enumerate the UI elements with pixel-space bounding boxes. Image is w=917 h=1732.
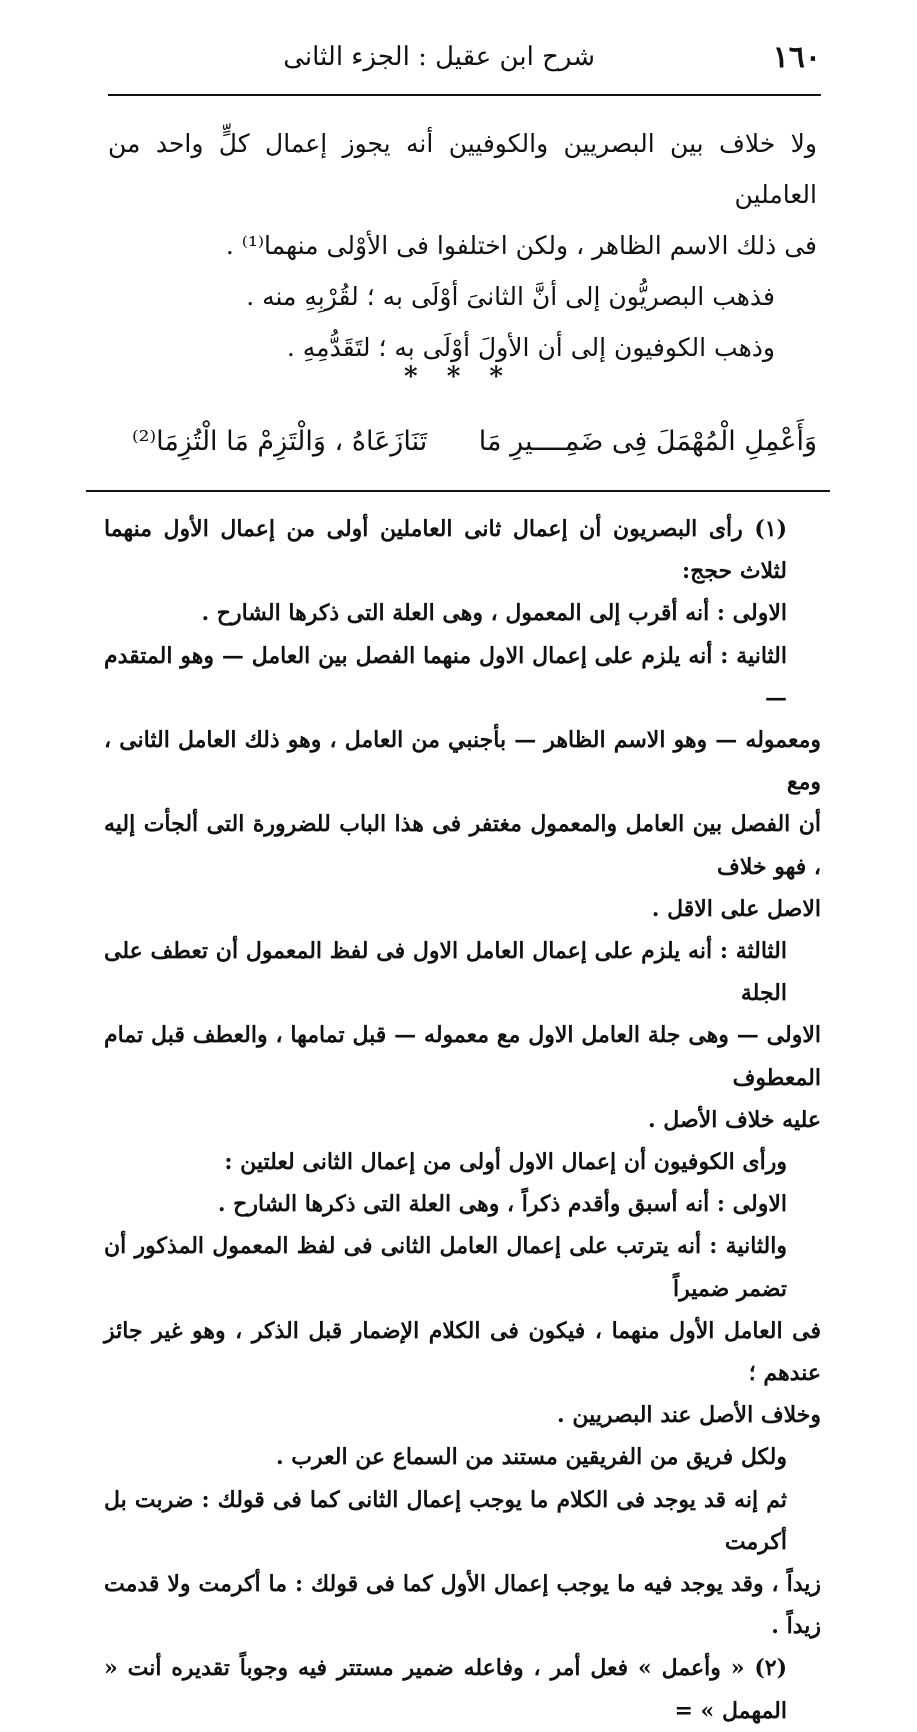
footnote-line: الاولى : أنه أسبق وأقدم ذكراً ، وهى العلة التى ذكرها الشارح . bbox=[217, 1191, 787, 1218]
header-rule bbox=[108, 94, 821, 96]
footnote-line: ورأى الكوفيون أن إعمال الاول أولى من إعمال الثانى لعلتين : bbox=[224, 1149, 787, 1176]
footnote-rule bbox=[86, 490, 830, 492]
body-paragraph-3: وذهب الكوفيون إلى أن الأولَ أوْلَى به ؛ لتَقَدُّمِهِ . bbox=[286, 333, 775, 362]
footnote-line: الاصل على الاقل . bbox=[651, 895, 821, 922]
footnote-line: ولكل فريق من الفريقين مستند من السماع عن العرب . bbox=[275, 1444, 787, 1471]
verse-hemistich-2: تَنَازَعَاهُ ، وَالْتَزِمْ مَا الْتُزِمَا⁽²⁾ bbox=[132, 426, 428, 457]
verse-line bbox=[132, 426, 817, 476]
footnote-line: وخلاف الأصل عند البصريين . bbox=[557, 1402, 821, 1429]
footnote-line: (٢) « وأعمل » فعل أمر ، وفاعله ضمير مستتر فيه وجوباً تقديره أنت « المهمل » = bbox=[104, 1655, 787, 1724]
footnote-line: الثالثة : أنه يلزم على إعمال العامل الاول فى لفظ المعمول أن تعطف على الجلة bbox=[104, 938, 787, 1007]
footnote-line: أن الفصل بين العامل والمعمول مغتفر فى هذا الباب للضرورة التى ألجأت إليه ، فهو خلاف bbox=[104, 811, 821, 880]
section-separator: * * * bbox=[404, 362, 513, 392]
footnotes bbox=[104, 508, 821, 1732]
footnote-line: (١) رأى البصريون أن إعمال ثانى العاملين أولى من إعمال الأول منهما لثلاث حجج: bbox=[104, 516, 787, 585]
main-text bbox=[108, 118, 817, 373]
footnote-line: والثانية : أنه يترتب على إعمال العامل الثانى فى لفظ المعمول المذكور أن تضمر ضميراً bbox=[104, 1233, 787, 1302]
body-paragraph-1-line-2: فى ذلك الاسم الظاهر ، ولكن اختلفوا فى الأوْلى منهما⁽¹⁾ . bbox=[225, 231, 817, 260]
verse-hemistich-1: وَأَعْمِلِ الْمُهْمَلَ فِى ضَمِــــيرِ مَا bbox=[478, 426, 817, 457]
footnote-line: الثانية : أنه يلزم على إعمال الاول منهما الفصل بين العامل — وهو المتقدم — bbox=[104, 642, 787, 711]
running-title: شرح ابن عقيل : الجزء الثانى bbox=[283, 42, 595, 72]
footnote-line: ومعموله — وهو الاسم الظاهر — بأجنبي من العامل ، وهو ذلك العامل الثانى ، ومع bbox=[104, 727, 821, 796]
footnote-line: الاولى : أنه أقرب إلى المعمول ، وهى العلة التى ذكرها الشارح . bbox=[201, 600, 787, 627]
footnote-line: فى العامل الأول منهما ، فيكون فى الكلام الإضمار قبل الذكر ، وهو غير جائز عندهم ؛ bbox=[104, 1317, 821, 1387]
footnote-line: زيداً ، وقد يوجد فيه ما يوجب إعمال الأول كما فى قولك : ما أكرمت ولا قدمت زيداً . bbox=[104, 1571, 821, 1640]
footnote-line: الاولى — وهى جلة العامل الاول مع معموله — قبل تمامها ، والعطف قبل تمام المعطوف bbox=[104, 1022, 821, 1091]
footnote-line: ثم إنه قد يوجد فى الكلام ما يوجب إعمال الثانى كما فى قولك : ضربت بل أكرمت bbox=[104, 1486, 787, 1555]
page-header bbox=[108, 36, 821, 84]
body-paragraph-2: فذهب البصريُّون إلى أنَّ الثانىَ أوْلَى به ؛ لقُرْبِهِ منه . bbox=[246, 282, 775, 311]
body-paragraph-1-line-1: ولا خلاف بين البصريين والكوفيين أنه يجوز إعمال كلٍّ واحد من العاملين bbox=[108, 129, 817, 209]
footnote-line: عليه خلاف الأصل . bbox=[647, 1106, 821, 1133]
page-number: ١٦٠ bbox=[772, 40, 821, 75]
